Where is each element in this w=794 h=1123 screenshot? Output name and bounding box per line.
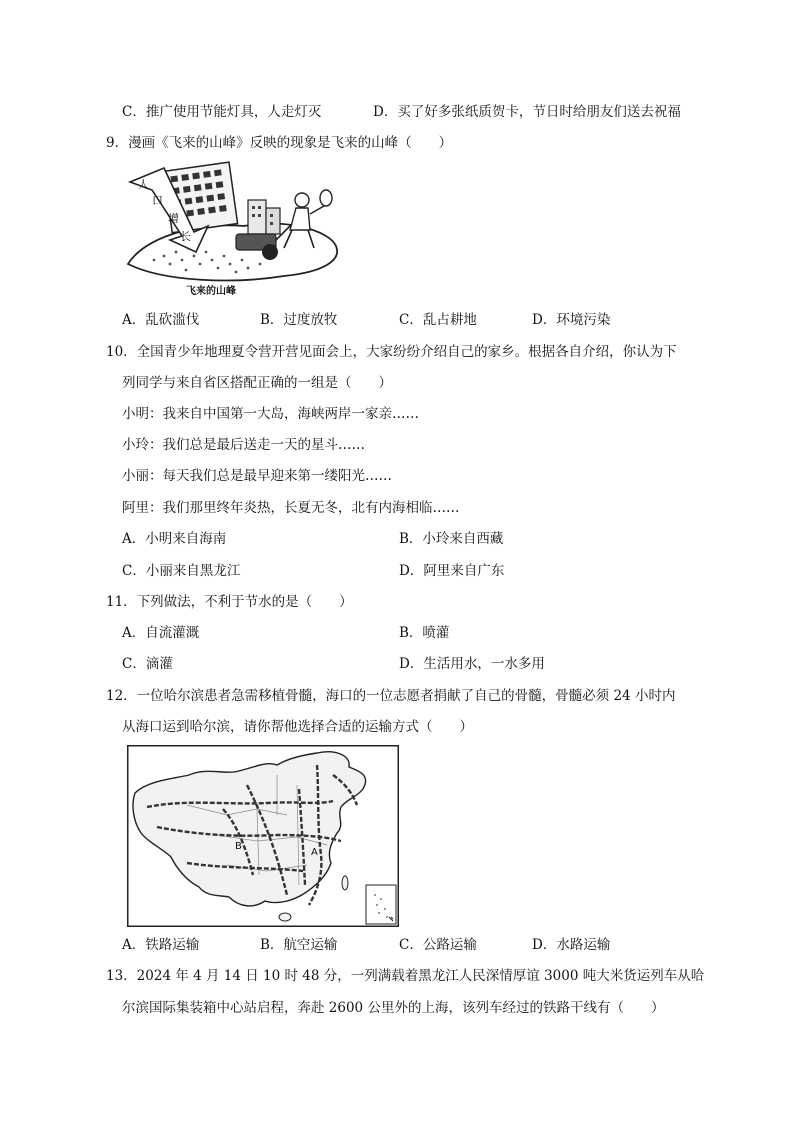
q10-statement-xiaoming: 小明：我来自中国第一大岛，海峡两岸一家亲……	[122, 406, 419, 422]
q10-statement-xiaoling: 小玲：我们总是最后送走一天的星斗……	[122, 437, 365, 453]
q12-option-b: B．航空运输	[260, 937, 338, 953]
q9-cartoon-caption: 飞来的山峰	[186, 286, 236, 297]
q8-option-c: C．推广使用节能灯具，人走灯灭	[122, 104, 322, 120]
q10-stem-line2: 列同学与来自省区搭配正确的一组是（ ）	[122, 375, 392, 391]
q10-option-d: D．阿里来自广东	[399, 563, 505, 579]
q8-option-d: D．买了好多张纸质贺卡，节日时给朋友们送去祝福	[373, 104, 681, 120]
q10-stem-line1: 10．全国青少年地理夏令营开营见面会上，大家纷纷介绍自己的家乡。根据各自介绍，你认为下	[106, 344, 677, 360]
q11-option-d: D．生活用水，一水多用	[399, 656, 545, 672]
q10-option-a: A．小明来自海南	[122, 531, 227, 547]
q12-option-d: D．水路运输	[532, 937, 611, 953]
q9-option-a: A．乱砍滥伐	[122, 312, 200, 328]
svg-text:增: 增	[168, 212, 179, 225]
q11-option-a: A．自流灌溉	[122, 625, 200, 641]
svg-text:口: 口	[152, 194, 163, 207]
q11-option-c: C．滴灌	[122, 656, 173, 672]
q10-option-b: B．小玲来自西藏	[399, 531, 504, 547]
q11-option-b: B．喷灌	[399, 625, 450, 641]
q12-map-label-a: A	[311, 847, 318, 858]
q10-statement-ali: 阿里：我们那里终年炎热，长夏无冬，北有内海相临……	[122, 500, 460, 516]
q10-statement-xiaoli: 小丽：每天我们总是最早迎来第一缕阳光……	[122, 468, 392, 484]
q9-stem: 9．漫画《飞来的山峰》反映的现象是飞来的山峰（ ）	[106, 135, 453, 151]
q12-stem-line2: 从海口运到哈尔滨，请你帮他选择合适的运输方式（ ）	[122, 719, 473, 735]
q9-option-d: D．环境污染	[532, 312, 611, 328]
q9-option-c: C．乱占耕地	[399, 312, 477, 328]
q11-stem: 11．下列做法，不利于节水的是（ ）	[106, 594, 353, 610]
svg-text:人: 人	[138, 178, 149, 191]
q10-option-c: C．小丽来自黑龙江	[122, 563, 241, 579]
q12-stem-line1: 12．一位哈尔滨患者急需移植骨髓，海口的一位志愿者捐献了自己的骨髓，骨髓必须 24 小时内	[106, 688, 676, 704]
q9-cartoon	[124, 160, 344, 298]
q13-stem-line1: 13．2024 年 4 月 14 日 10 时 48 分，一列满载着黑龙江人民深情厚谊 3000 吨大米货运列车从哈	[106, 968, 705, 984]
q9-option-b: B．过度放牧	[260, 312, 338, 328]
q12-option-a: A．铁路运输	[122, 937, 200, 953]
svg-text:长: 长	[180, 230, 191, 243]
q13-stem-line2: 尔滨国际集装箱中心站启程，奔赴 2600 公里外的上海，该列车经过的铁路干线有（ ）	[122, 1000, 665, 1016]
q12-railway-map	[127, 745, 399, 927]
q12-option-c: C．公路运输	[399, 937, 477, 953]
q12-map-label-b: B	[235, 841, 242, 852]
